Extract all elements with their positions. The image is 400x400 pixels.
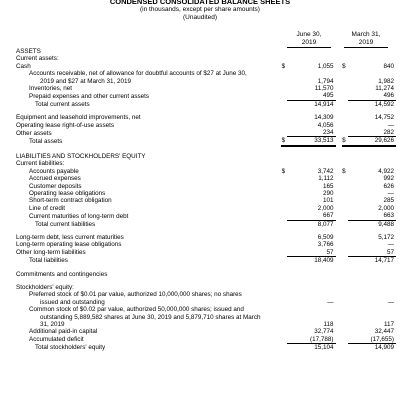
row-label: Accounts payable bbox=[29, 167, 79, 175]
value-june-2019: 3,766 bbox=[317, 241, 334, 249]
table-row bbox=[16, 249, 396, 257]
row-label: Total assets bbox=[29, 138, 63, 146]
value-march-2019: — bbox=[387, 121, 394, 129]
value-june-2019: (17,788) bbox=[287, 336, 335, 344]
value-march-2019 bbox=[348, 70, 396, 77]
value-march-2019: 11,274 bbox=[375, 85, 394, 93]
value-march-2019: 285 bbox=[383, 197, 394, 205]
table-row bbox=[16, 160, 396, 167]
value-june-2019: 6,509 bbox=[317, 233, 334, 241]
table-row bbox=[16, 78, 396, 85]
value-march-2019: 992 bbox=[383, 175, 394, 183]
column-header-june-2019 bbox=[283, 31, 335, 48]
value-june-2019 bbox=[287, 284, 335, 291]
table-row bbox=[16, 63, 396, 70]
row-label: Other assets bbox=[16, 129, 52, 137]
spacer-row bbox=[16, 146, 396, 153]
value-june-2019 bbox=[287, 55, 335, 62]
value-june-2019: 3,742 bbox=[317, 167, 334, 175]
table-row bbox=[16, 220, 396, 228]
table-row bbox=[16, 100, 396, 108]
row-label: Accounts receivable, net of allowance for doubtful accounts of $27 at June 30, bbox=[29, 70, 247, 78]
value-march-2019: — bbox=[387, 241, 394, 249]
statement-subtitle: (in thousands, except per share amounts) bbox=[140, 6, 260, 13]
value-june-2019: 11,570 bbox=[314, 85, 334, 93]
value-june-2019: 1,794 bbox=[317, 77, 334, 85]
value-june-2019: 4,056 bbox=[317, 121, 334, 129]
value-june-2019: 1,055 bbox=[317, 62, 334, 70]
value-march-2019: 14,717 bbox=[374, 257, 394, 265]
value-march-2019 bbox=[348, 271, 396, 278]
table-row bbox=[16, 271, 396, 278]
row-label: ASSETS bbox=[16, 48, 41, 55]
value-march-2019: 29,626 bbox=[348, 137, 396, 146]
value-march-2019 bbox=[348, 48, 396, 55]
table-row bbox=[16, 55, 396, 62]
value-june-2019 bbox=[287, 271, 335, 278]
value-june-2019: 118 bbox=[323, 321, 334, 328]
value-march-2019: 32,447 bbox=[374, 328, 394, 336]
column-header-line: March 31, bbox=[351, 31, 381, 38]
table-row bbox=[16, 284, 396, 291]
row-label: Other long-term liabilities bbox=[16, 249, 86, 257]
statement-title: CONDENSED CONSOLIDATED BALANCE SHEETS bbox=[109, 0, 291, 6]
row-label: Cash bbox=[16, 62, 31, 70]
value-march-2019: 282 bbox=[348, 129, 396, 137]
table-row bbox=[16, 197, 396, 204]
row-label: Current maturities of long-term debt bbox=[29, 212, 129, 220]
value-june-2019: 234 bbox=[287, 129, 335, 137]
value-march-2019: — bbox=[387, 189, 394, 197]
value-march-2019 bbox=[348, 160, 396, 167]
row-label: Short-term contract obligation bbox=[29, 197, 112, 205]
row-label: LIABILITIES AND STOCKHOLDERS' EQUITY bbox=[16, 152, 146, 160]
value-march-2019 bbox=[348, 306, 396, 313]
row-label: Total stockholders' equity bbox=[35, 344, 106, 352]
row-label: issued and outstanding bbox=[40, 298, 105, 306]
currency-symbol: $ bbox=[342, 62, 346, 70]
table-row bbox=[16, 257, 396, 265]
value-june-2019 bbox=[287, 314, 335, 321]
value-march-2019: 9,488 bbox=[378, 220, 394, 228]
row-label: Long-term debt, less current maturities bbox=[16, 233, 124, 241]
value-march-2019: — bbox=[387, 298, 394, 306]
row-label: Accrued expenses bbox=[29, 175, 81, 183]
row-label: 2019 and $27 at March 31, 2019 bbox=[40, 77, 132, 85]
table-row bbox=[16, 168, 396, 175]
row-label: Equipment and leasehold improvements, net bbox=[16, 114, 141, 122]
row-label: Customer deposits bbox=[29, 182, 82, 190]
value-march-2019: 14,752 bbox=[374, 114, 394, 122]
table-row bbox=[16, 129, 396, 137]
currency-symbol: $ bbox=[281, 167, 286, 175]
value-march-2019 bbox=[348, 291, 396, 298]
row-label: 31, 2019 bbox=[40, 321, 65, 328]
row-label: Total liabilities bbox=[29, 257, 68, 265]
table-row bbox=[16, 336, 396, 344]
table-row bbox=[16, 321, 396, 328]
value-march-2019: 2,000 bbox=[378, 204, 394, 212]
table-row bbox=[16, 241, 396, 248]
table-row bbox=[16, 306, 396, 313]
value-june-2019 bbox=[287, 306, 335, 313]
value-march-2019: 57 bbox=[348, 249, 396, 257]
value-june-2019: — bbox=[327, 298, 334, 306]
value-june-2019: 2,000 bbox=[317, 204, 334, 212]
value-june-2019 bbox=[287, 160, 335, 167]
value-march-2019: 14,592 bbox=[374, 100, 394, 108]
value-march-2019 bbox=[348, 314, 396, 321]
table-row bbox=[16, 92, 396, 100]
value-march-2019: 4,922 bbox=[378, 167, 394, 175]
value-march-2019: 14,909 bbox=[374, 344, 394, 352]
row-label: Long-term operating lease obligations bbox=[16, 241, 122, 249]
row-label: Preferred stock of $0.01 par value, authorized 10,000,000 shares; no shares bbox=[29, 291, 242, 299]
currency-symbol: $ bbox=[281, 62, 286, 70]
row-label: Total current assets bbox=[35, 100, 90, 108]
row-label: Operating lease obligations bbox=[29, 189, 106, 197]
table-row bbox=[16, 212, 396, 220]
value-june-2019: 1,112 bbox=[318, 175, 334, 183]
value-march-2019: 117 bbox=[383, 321, 394, 328]
value-march-2019: 496 bbox=[348, 92, 396, 100]
row-label: Prepaid expenses and other current assets bbox=[29, 92, 150, 100]
balance-sheet-table bbox=[16, 48, 396, 352]
table-row bbox=[16, 190, 396, 197]
table-row bbox=[16, 85, 396, 92]
value-june-2019 bbox=[287, 153, 335, 160]
value-june-2019: 165 bbox=[322, 182, 334, 190]
value-march-2019: 1,982 bbox=[378, 77, 394, 85]
value-june-2019: 33,513 bbox=[287, 137, 335, 146]
value-june-2019: 57 bbox=[287, 249, 335, 257]
table-row bbox=[16, 328, 396, 335]
table-row bbox=[16, 183, 396, 190]
currency-symbol: $ bbox=[342, 167, 346, 175]
row-label: Operating lease right-of-use assets bbox=[16, 121, 115, 129]
table-row bbox=[16, 344, 396, 352]
currency-symbol: $ bbox=[342, 137, 346, 145]
column-header-line: 2019 bbox=[344, 39, 388, 48]
table-row bbox=[16, 175, 396, 182]
row-label: Total current liabilities bbox=[35, 220, 96, 228]
row-label: Line of credit bbox=[29, 204, 66, 212]
value-june-2019: 14,914 bbox=[314, 100, 334, 108]
value-march-2019 bbox=[348, 55, 396, 62]
table-row bbox=[16, 291, 396, 298]
value-june-2019: 495 bbox=[287, 92, 335, 100]
row-label: Commitments and contingencies bbox=[16, 270, 108, 278]
table-row bbox=[16, 70, 396, 77]
value-june-2019 bbox=[287, 70, 335, 77]
table-row bbox=[16, 314, 396, 321]
table-row bbox=[16, 205, 396, 212]
column-header-march-2019 bbox=[340, 31, 392, 48]
value-march-2019: 5,172 bbox=[378, 233, 394, 241]
value-march-2019: 626 bbox=[383, 182, 394, 190]
table-row bbox=[16, 137, 396, 146]
value-march-2019: 840 bbox=[383, 62, 394, 70]
row-label: Accumulated deficit bbox=[29, 336, 84, 344]
row-label: Current liabilities: bbox=[16, 160, 65, 168]
value-june-2019: 14,309 bbox=[314, 114, 334, 122]
value-march-2019 bbox=[348, 284, 396, 291]
currency-symbol: $ bbox=[281, 137, 286, 145]
value-june-2019: 667 bbox=[287, 212, 335, 220]
row-label: Additional paid-in capital bbox=[29, 328, 98, 336]
table-row bbox=[16, 48, 396, 55]
value-june-2019: 15,104 bbox=[314, 344, 334, 352]
value-june-2019 bbox=[287, 48, 335, 55]
column-header-line: 2019 bbox=[287, 39, 331, 48]
row-label: outstanding 5,889,582 shares at June 30, 2019 and 5,879,710 shares at March bbox=[40, 313, 261, 321]
table-row bbox=[16, 122, 396, 129]
value-june-2019: 290 bbox=[322, 189, 334, 197]
table-row bbox=[16, 114, 396, 121]
value-march-2019: 663 bbox=[348, 212, 396, 220]
balance-sheet-body bbox=[16, 48, 396, 352]
row-label: Stockholders' equity: bbox=[16, 283, 74, 291]
row-label: Common stock of $0.02 par value, authorized 50,000,000 shares; issued and bbox=[29, 306, 244, 314]
row-label: Current assets: bbox=[16, 55, 59, 63]
value-june-2019 bbox=[287, 291, 335, 298]
statement-header bbox=[0, 0, 400, 22]
value-march-2019 bbox=[348, 153, 396, 160]
table-row bbox=[16, 234, 396, 241]
value-march-2019: (17,655) bbox=[348, 336, 396, 344]
table-row bbox=[16, 299, 396, 306]
value-june-2019: 101 bbox=[322, 197, 334, 205]
spacer-cell bbox=[16, 146, 396, 153]
statement-note: (Unaudited) bbox=[183, 14, 217, 21]
column-header-line: June 30, bbox=[296, 31, 322, 38]
value-june-2019: 18,409 bbox=[314, 257, 334, 265]
value-june-2019: 8,077 bbox=[317, 220, 334, 228]
table-row bbox=[16, 153, 396, 160]
value-june-2019: 32,774 bbox=[314, 328, 334, 336]
row-label: Inventories, net bbox=[29, 85, 73, 93]
